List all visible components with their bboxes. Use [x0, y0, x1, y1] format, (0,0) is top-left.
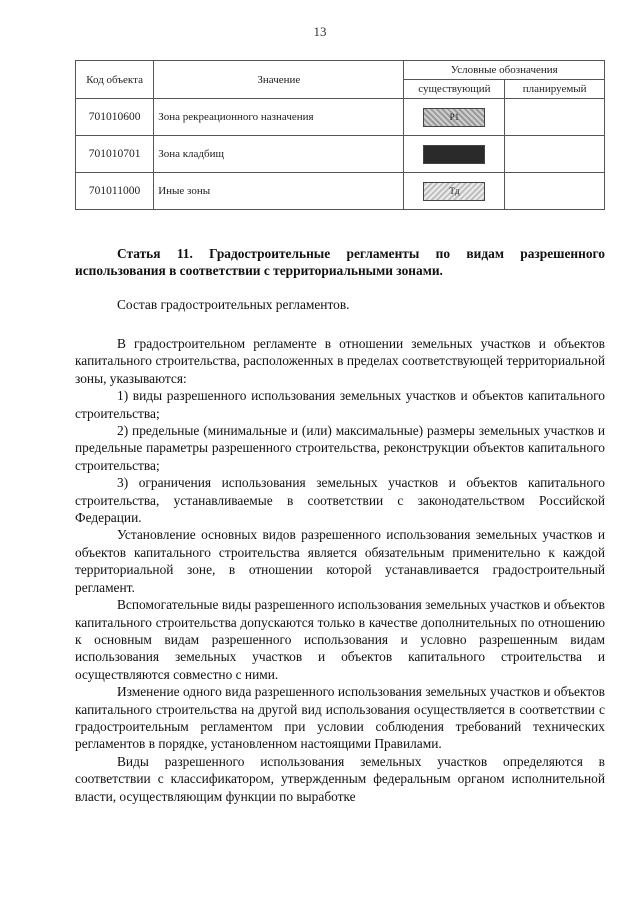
zone-name: Зона рекреационного назначения [154, 99, 404, 136]
zone-name: Иные зоны [154, 173, 404, 210]
table-row [76, 136, 605, 173]
zone-swatch [423, 145, 485, 164]
header-existing: существующий [404, 80, 505, 99]
table-row [76, 173, 605, 210]
zone-swatch: Тд [423, 182, 485, 201]
article-heading: Статья 11. Градостроительные регламенты по видам разрешенного использования в соответствии с территориальными зонами. [75, 246, 605, 279]
article-body [75, 335, 605, 805]
planned-symbol-cell [505, 99, 605, 136]
paragraph: Вспомогательные виды разрешенного использования земельных участков и объектов капитального строительства допускаются только в качестве дополнительных по отношению к основным видам разрешенного использования и условно разрешенным видам использования земельных участков и объектов капитального строительства и осуществляются совместно с ними. [75, 597, 605, 682]
article-intro: Состав градостроительных регламентов. [117, 297, 350, 312]
existing-symbol-cell [404, 136, 505, 173]
legend-header-row [76, 61, 605, 80]
table-row [76, 99, 605, 136]
object-code: 701010701 [76, 136, 154, 173]
planned-symbol-cell [505, 136, 605, 173]
paragraph: 3) ограничения использования земельных участков и объектов капитального строительства, устанавливаемые в соответствии с законодательством Российской Федерации. [75, 475, 605, 526]
paragraph: 1) виды разрешенного использования земельных участков и объектов капитального строительства; [75, 388, 605, 421]
paragraph: Установление основных видов разрешенного использования земельных участков и объектов капитального строительства является обязательным применительно к каждой территориальной зоне, в отношении которой устанавливается градостроительный регламент. [75, 527, 605, 595]
zone-swatch: Р1 [423, 108, 485, 127]
paragraph: Виды разрешенного использования земельных участков определяются в соответствии с классификатором, утвержденным федеральным органом исполнительной власти, осуществляющим функции по выработке [75, 753, 605, 804]
legend-table [75, 60, 605, 210]
header-code: Код объекта [76, 61, 154, 99]
paragraph: В градостроительном регламенте в отношении земельных участков и объектов капитального строительства, расположенных в пределах соответствующей территориальной зоны, указываются: [75, 336, 605, 386]
zone-name: Зона кладбищ [154, 136, 404, 173]
existing-symbol-cell [404, 173, 505, 210]
object-code: 701011000 [76, 173, 154, 210]
header-name: Значение [154, 61, 404, 99]
header-planned: планируемый [505, 80, 605, 99]
existing-symbol-cell [404, 99, 505, 136]
planned-symbol-cell [505, 173, 605, 210]
paragraph: Изменение одного вида разрешенного использования земельных участков и объектов капитального строительства на другой вид использования осуществляется в соответствии с градостроительным регламентом при условии соблюдения требований технических регламентов в порядке, установленном настоящими Правилами. [75, 684, 605, 752]
object-code: 701010600 [76, 99, 154, 136]
page-number: 13 [313, 24, 327, 39]
paragraph: 2) предельные (минимальные и (или) максимальные) размеры земельных участков и предельные параметры разрешенного строительства, реконструкции объектов капитального строительства; [75, 423, 605, 473]
header-symbols: Условные обозначения [404, 61, 605, 80]
